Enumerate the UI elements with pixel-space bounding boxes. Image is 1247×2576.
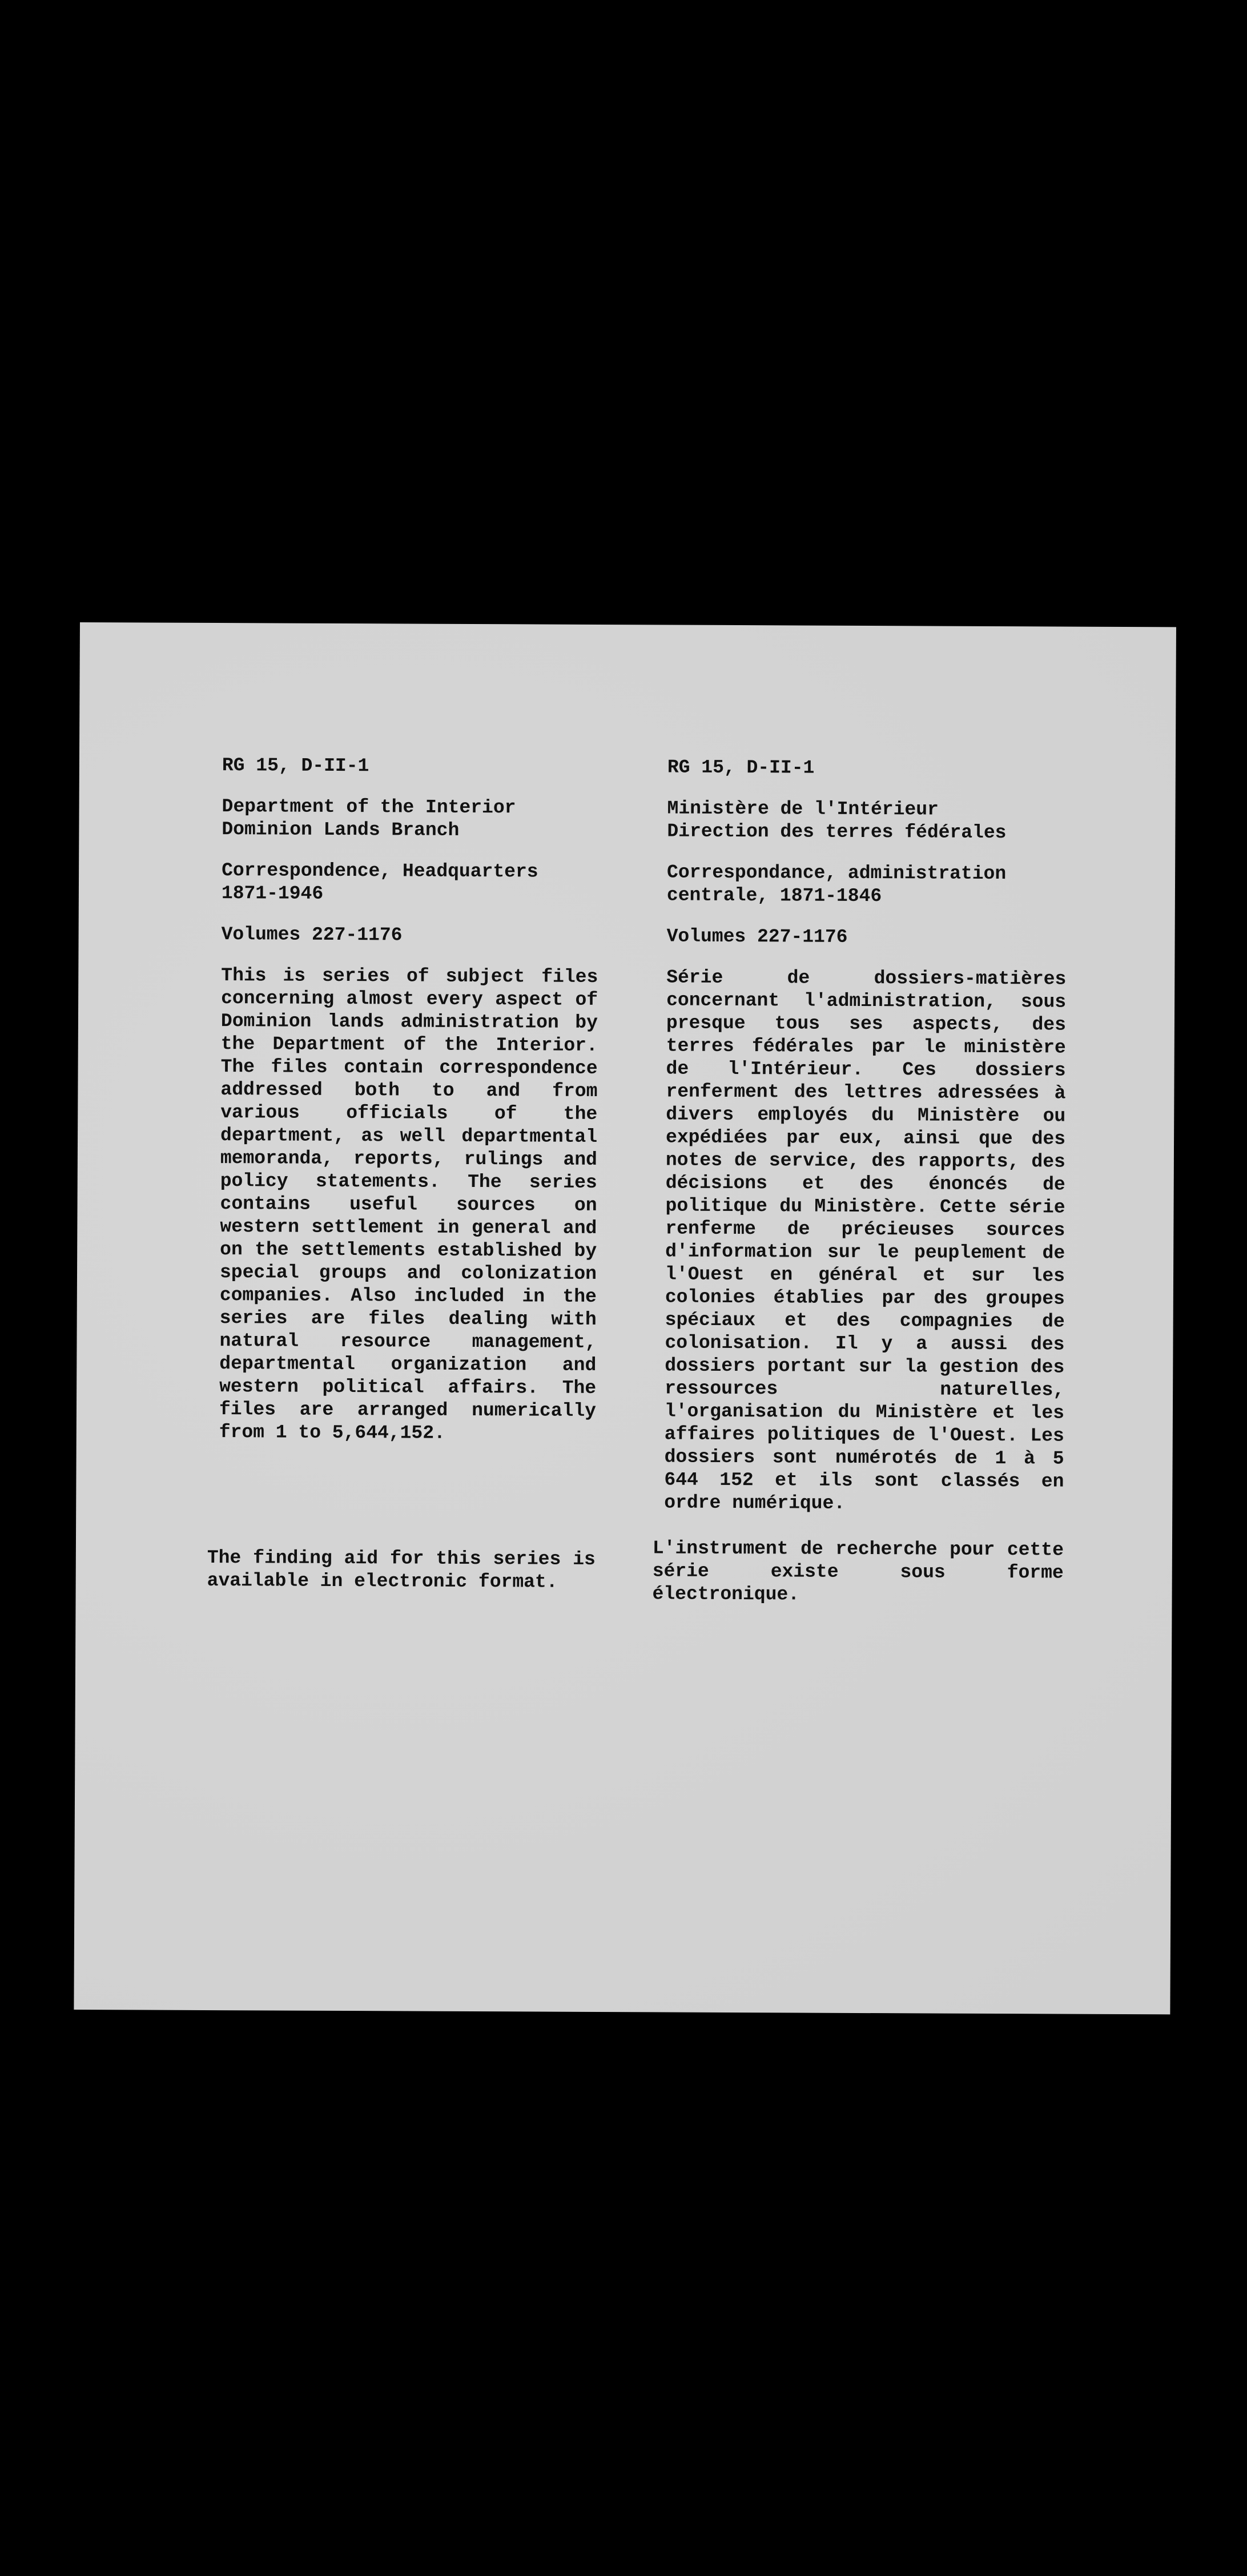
series-description: This is series of subject files concerning almost every aspect of Dominion lands administration by the Department of the Interior. The files contain correspondence addressed both to and from various officials of the department, as well departmental memoranda, reports, rulings and policy statements. The series contains useful sources on western settlement in general and on the settlements established by special groups and colonization companies. Also included in the series are files dealing with natural resource management, departmental organization and western political affairs. The files are arranged numerically from 1 to 5,644,152. — [219, 965, 598, 1444]
department-name: Department of the Interior — [222, 796, 516, 819]
document-page — [74, 622, 1176, 2014]
department-name: Ministère de l'Intérieur — [667, 798, 939, 820]
english-column — [207, 754, 599, 1594]
branch-name: Dominion Lands Branch — [222, 819, 460, 841]
series-description: Série de dossiers-matières concernant l'administration, sous presque tous ses aspects, des terres fédérales par le ministère de l'Intérieur. Ces dossiers renferment des lettres adressées à divers employés du Ministère ou expédiées par eux, ainsi que des notes de service, des rapports, des décisions et des énoncés de politique du Ministère. Cette série renferme de précieuses sources d'information sur le peuplement de l'Ouest en général et sur les colonies établies par des groupes spéciaux et des compagnies de colonisation. Il y a aussi des dossiers portant sur la gestion des ressources naturelles, l'organisation du Ministère et les affaires politiques de l'Ouest. Les dossiers sont numérotés de 1 à 5 644 152 et ils sont classés en ordre numérique. — [664, 967, 1067, 1514]
branch-name: Direction des terres fédérales — [667, 820, 1007, 844]
series-dates: 1871-1946 — [221, 883, 324, 904]
reference-number: RG 15, D-II-1 — [222, 755, 369, 777]
french-column — [652, 756, 1067, 1607]
volumes-range: Volumes 227-1176 — [221, 924, 403, 946]
series-dates: centrale, 1871-1846 — [666, 884, 882, 907]
finding-aid-note: The finding aid for this series is available in electronic format. — [207, 1547, 596, 1593]
reference-number: RG 15, D-II-1 — [667, 756, 815, 779]
volumes-range: Volumes 227-1176 — [666, 925, 848, 948]
series-title: Correspondence, Headquarters — [222, 860, 538, 883]
finding-aid-note: L'instrument de recherche pour cette série existe sous forme électronique. — [652, 1537, 1064, 1605]
series-title: Correspondance, administration — [667, 862, 1007, 885]
